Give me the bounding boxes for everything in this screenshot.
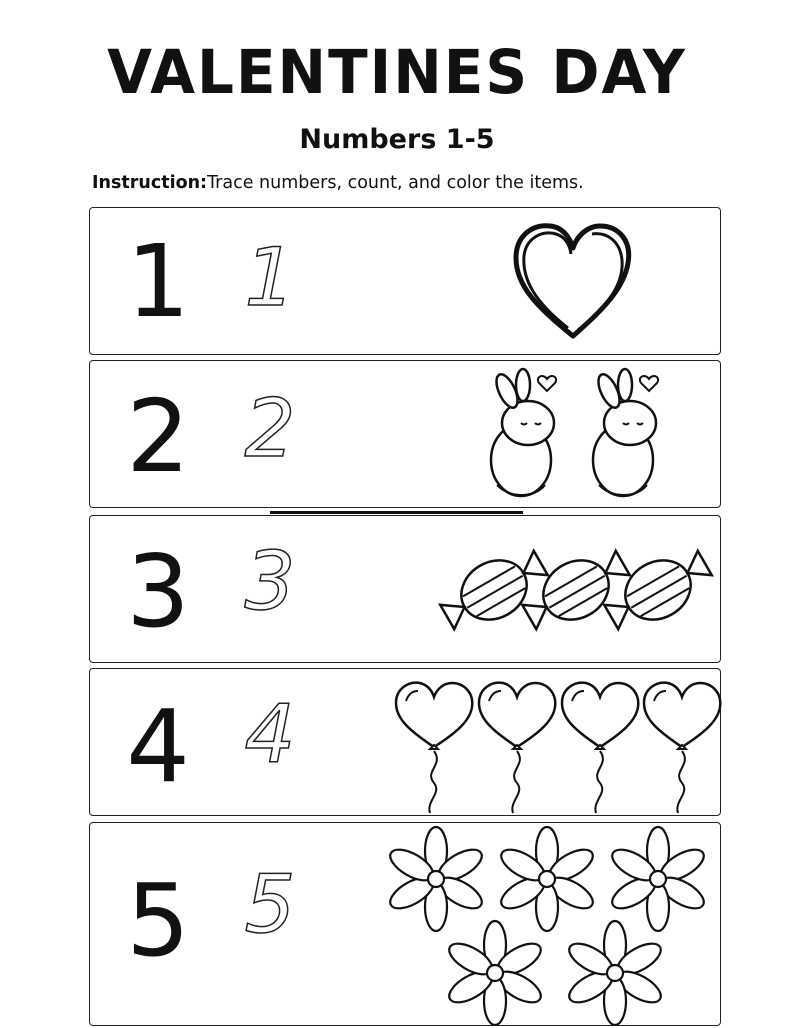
trace-number: 5: [244, 858, 296, 951]
page-subtitle: Numbers 1-5: [299, 124, 495, 155]
heart-balloon-icon: [640, 679, 724, 817]
heart-icon: [508, 218, 638, 343]
trace-number: 4: [244, 688, 296, 781]
flower-icon: [603, 825, 713, 933]
page-title: VALENTINES DAY: [107, 36, 687, 108]
flower-icon: [381, 825, 491, 933]
number-label: 1: [126, 223, 190, 340]
trace-number: 2: [244, 382, 296, 475]
number-label: 3: [126, 533, 190, 650]
row-4: [89, 668, 721, 816]
flower-icon: [492, 825, 602, 933]
row-5: [89, 822, 721, 1026]
instruction-label: Instruction:: [92, 173, 208, 193]
flower-icon: [560, 919, 670, 1027]
number-label: 2: [126, 378, 190, 495]
divider: [270, 511, 523, 514]
row-2: [89, 360, 721, 508]
heart-balloon-icon: [558, 679, 642, 817]
trace-number: 3: [244, 535, 296, 628]
heart-balloon-icon: [392, 679, 476, 817]
bunny-icon: [585, 365, 675, 505]
instruction-text: Trace numbers, count, and color the items.: [207, 173, 584, 193]
row-3: [89, 515, 721, 663]
instruction: [92, 173, 584, 193]
flower-icon: [440, 919, 550, 1027]
bunny-icon: [483, 365, 573, 505]
row-1: [89, 207, 721, 355]
number-label: 4: [126, 688, 190, 805]
heart-balloon-icon: [475, 679, 559, 817]
candy-icon: [598, 530, 718, 650]
trace-number: 1: [244, 231, 296, 324]
number-label: 5: [126, 862, 190, 979]
